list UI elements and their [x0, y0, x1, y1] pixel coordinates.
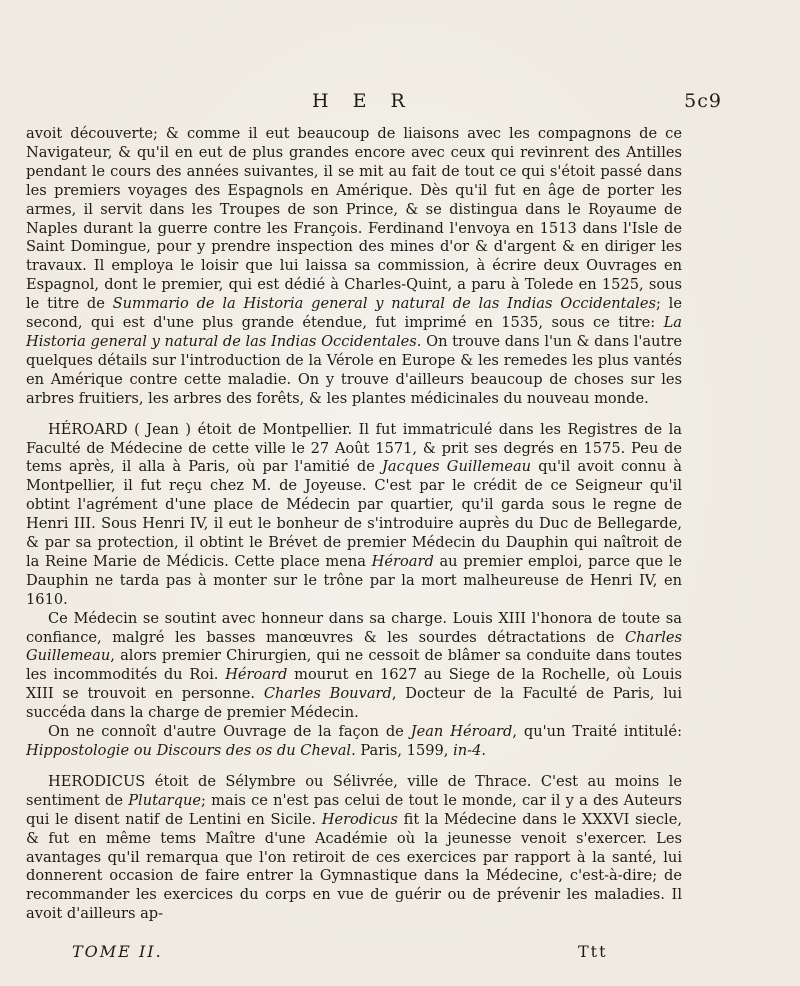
italic-text: Charles Bouvard — [263, 685, 392, 703]
running-head: H E R — [312, 90, 414, 112]
text-run: On ne connoît d'autre Ouvrage de la façon de — [48, 723, 411, 741]
italic-text: Summario de la Historia general y natural de las Indias Occidentales — [112, 295, 656, 313]
text-run: Ce Médecin se soutint avec honneur dans sa charge. Louis XIII l'honora de toute sa confiance, malgré les basses manœuvres & les sourdes détractations de — [26, 609, 682, 646]
entry-heroard — [26, 421, 682, 610]
text-run: Paris, 1599, — [355, 742, 454, 759]
italic-text: Jean Héroard — [410, 723, 513, 741]
italic-text: Charles Guillemeau — [26, 628, 682, 665]
paragraph-heroard-career — [26, 610, 682, 723]
italic-text: Plutarque — [128, 791, 202, 809]
text-run: avoit découverte; & comme il eut beaucoup de liaisons avec les compagnons de ce Navigateur, & qu'il en eut de plus grandes encore avec ceux qui revinrent des Antilles pendant le cours des années suivantes, il se mit au fait de tout ce qui s'étoit passé dans les premiers voyages des Espagnols en Amérique. Dès qu'il fut en âge de porter les armes, il servit dans les Troupes de son Prince, & se distingua dans le Royaume de Naples durant la guerre contre les François. Ferdinand l'envoya en 1513 dans l'Isle de Saint Domingue, pour y prendre inspection des mines d'or & d'argent & en diriger les travaux. Il employa le loisir que lui laissa sa commission, à écrire deux Ouvrages en Espagnol, dont le premier, qui est dédié à Charles-Quint, a paru à Tolede en 1525, sous le titre de — [26, 125, 682, 313]
text-run: On trouve dans l'un & dans l'autre quelques détails sur l'introduction de la Vérole en Europe & les remedes les plus vantés en Amérique contre cette maladie. On y trouve d'ailleurs beaucoup de choses sur les arbres fruitiers, les arbres des forêts, & les plantes médicinales du nouveau monde. — [26, 332, 682, 407]
text-run: ; mais ce n'est pas celui de tout le monde, car il y a des Auteurs qui le disent natif de Lentini en Sicile. — [26, 791, 682, 828]
page-number: 5c9 — [684, 90, 722, 112]
text-run: HÉROARD ( Jean ) étoit de Montpellier. Il fut immatriculé dans les Registres de la Faculté de Médecine de cette ville le 27 Août 1571, & prit ses degrés en 1575. Peu de tems après, il alla à Paris, où par l'amitié de — [26, 420, 682, 476]
text-run: , Docteur de la Faculté de Paris, lui succéda dans la charge de premier Médecin. — [26, 685, 682, 722]
text-run: fit la Médecine dans le XXXVI siecle, & fut en même tems Maître d'une Académie où la jeunesse venoit s'exercer. Les avantages qu'il remarqua que l'on retiroit de ces exercices par rapport à la santé, lui donnerent occasion de faire entrer la Gymnastique dans la Médecine, c'est-à-dire; de recommander les exercices du corps en vue de guérir ou de prévenir les maladies. Il avoit d'ailleurs ap- — [26, 810, 682, 923]
page-header — [0, 90, 800, 120]
text-run: qu'il avoit connu à Montpellier, il fut reçu chez M. de Joyeuse. C'est par le crédit de ce Seigneur qu'il obtint l'agrément d'une place de Médecin par quartier, qu'il garda sous le regne de Henri III. Sous Henri IV, il eut le bonheur de s'introduire auprès du Duc de Bellegarde, & par sa protection, il obtint le Brévet de premier Médecin du Dauphin qui naîtroit de la Reine Marie de Médicis. Cette place mena — [26, 458, 682, 570]
italic-text: Héroard — [371, 552, 434, 570]
text-run: HERODICUS étoit de Sélymbre ou Sélivrée, ville de Thrace. C'est au moins le sentiment de — [26, 772, 682, 809]
text-run: , alors premier Chirurgien, qui ne cessoit de blâmer sa conduite dans toutes les incommodités du Roi. — [26, 647, 682, 684]
gathering-signature: Ttt — [578, 942, 608, 961]
volume-signature: TOME II. — [72, 942, 163, 961]
text-run: au premier emploi, parce que le Dauphin ne tarda pas à monter sur le trône par la mort malheureuse de Henri IV, en 1610. — [26, 552, 682, 608]
text-run: , qu'un Traité intitulé: — [512, 723, 682, 741]
body-text — [26, 125, 682, 924]
paragraph-oviedo-continued — [26, 125, 682, 409]
entry-herodicus — [26, 773, 682, 924]
italic-text: Jacques Guillemeau — [382, 458, 532, 476]
italic-text: Hippostologie ou Discours des os du Cheval. — [26, 742, 356, 759]
paragraph-heroard-works — [26, 723, 682, 761]
italic-text: Herodicus — [321, 810, 398, 828]
text-run: ; le second, qui est d'une plus grande étendue, fut imprimé en 1535, sous ce titre: — [26, 295, 682, 332]
italic-text: in-4. — [453, 742, 487, 759]
page-footer — [0, 942, 800, 966]
text-run: mourut en 1627 au Siege de la Rochelle, où Louis XIII se trouvoit en personne. — [26, 666, 682, 703]
italic-text: Héroard — [225, 666, 288, 684]
italic-text: La Historia general y natural de las Indias Occidentales. — [26, 314, 682, 350]
